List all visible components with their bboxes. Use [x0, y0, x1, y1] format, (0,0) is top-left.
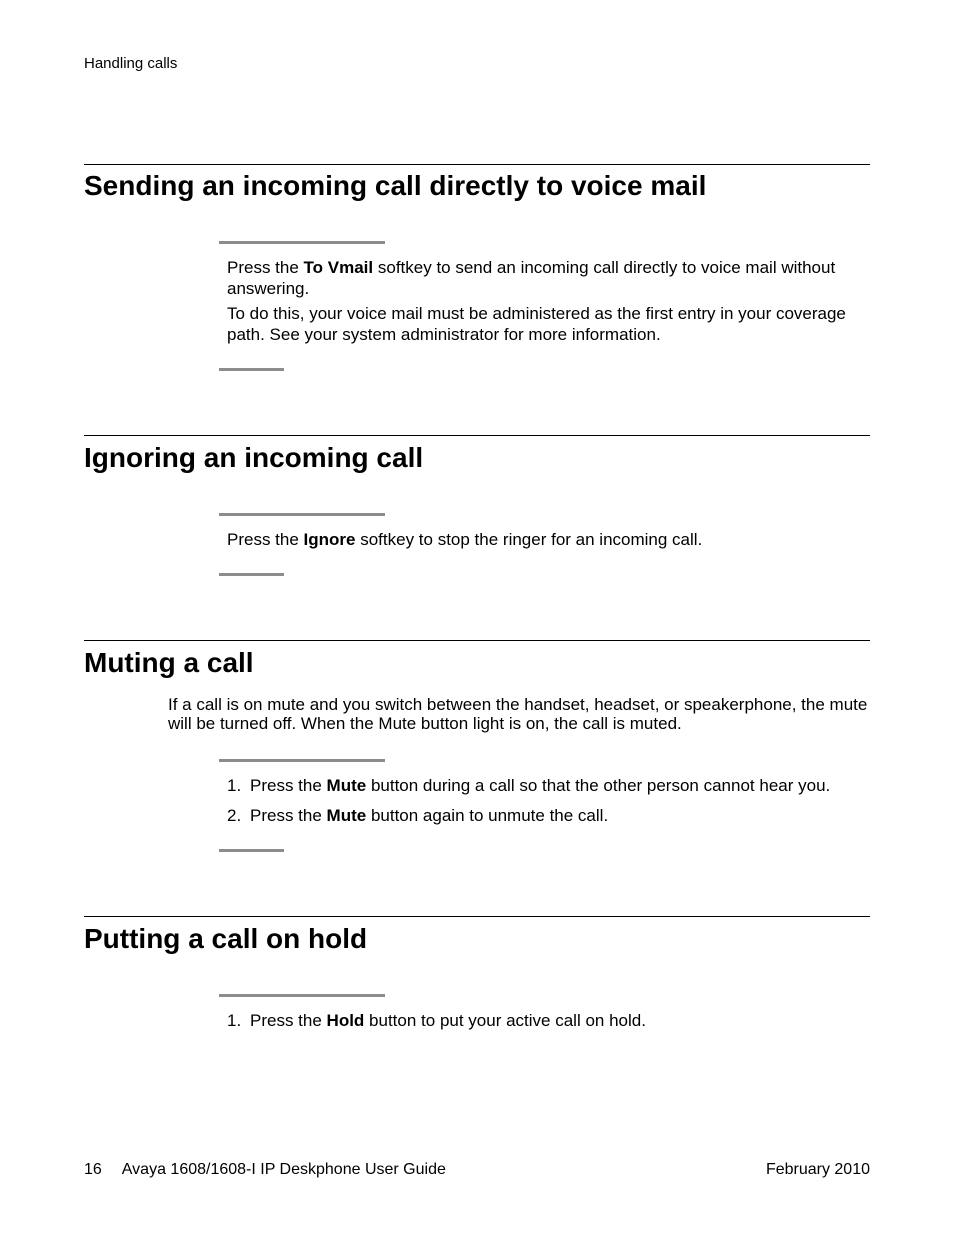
- procedure-end-bar: [219, 849, 284, 852]
- paragraph: To do this, your voice mail must be administered as the first entry in your coverage path. See your system administrator for more information.: [227, 304, 846, 344]
- button-name: Mute: [326, 806, 367, 825]
- section-divider: [84, 164, 870, 165]
- intro-paragraph: If a call is on mute and you switch between the handset, headset, or speakerphone, the mute will be turned off. When the Mute button light is on, the call is muted.: [168, 695, 868, 733]
- section-divider: [84, 916, 870, 917]
- section-title-ignoring: Ignoring an incoming call: [84, 442, 424, 473]
- procedure-end-bar: [219, 368, 284, 371]
- procedure-end-bar: [219, 573, 284, 576]
- section-divider: [84, 435, 870, 436]
- paragraph: Press the Ignore softkey to stop the ringer for an incoming call.: [227, 530, 703, 549]
- softkey-name: To Vmail: [303, 258, 374, 277]
- button-name: Mute: [326, 776, 367, 795]
- section-title-voice-mail: Sending an incoming call directly to voice mail: [84, 170, 707, 201]
- procedure-start-bar: [219, 513, 385, 516]
- button-name: Hold: [326, 1011, 365, 1030]
- running-header: Handling calls: [84, 55, 178, 72]
- section-divider: [84, 640, 870, 641]
- procedure-start-bar: [219, 759, 385, 762]
- procedure-start-bar: [219, 994, 385, 997]
- procedure-start-bar: [219, 241, 385, 244]
- list-item: 1. Press the Mute button during a call so that the other person cannot hear you.: [227, 776, 831, 795]
- page-footer-left: [84, 1161, 446, 1179]
- list-item: 2. Press the Mute button again to unmute the call.: [227, 806, 609, 825]
- document-title: Avaya 1608/1608-I IP Deskphone User Guide: [121, 1161, 446, 1178]
- section-title-hold: Putting a call on hold: [84, 923, 368, 954]
- softkey-name: Ignore: [303, 530, 356, 549]
- publication-date: February 2010: [765, 1161, 870, 1178]
- page-number: 16: [84, 1161, 102, 1178]
- section-title-muting: Muting a call: [84, 647, 254, 678]
- list-item: 1. Press the Hold button to put your active call on hold.: [227, 1011, 646, 1030]
- paragraph: Press the To Vmail softkey to send an incoming call directly to voice mail without answering.: [227, 258, 836, 298]
